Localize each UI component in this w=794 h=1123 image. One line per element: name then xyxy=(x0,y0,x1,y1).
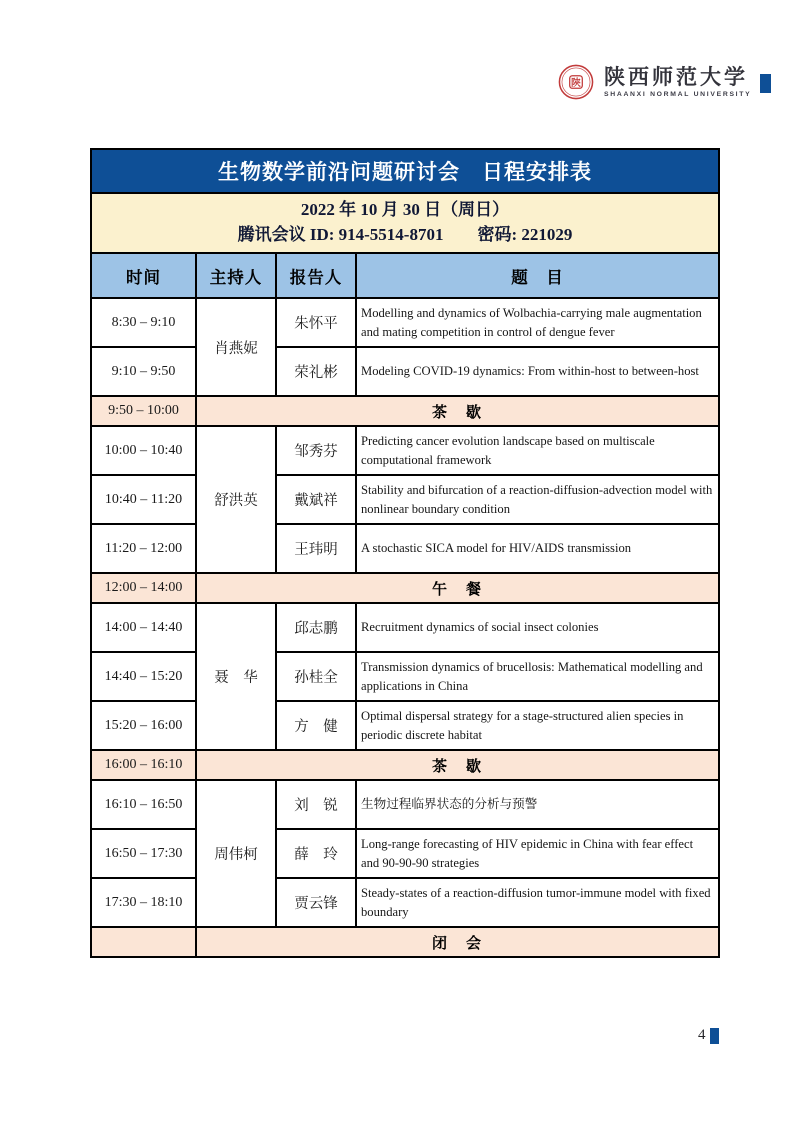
talk-title-cell: Transmission dynamics of brucellosis: Mathematical modelling and applications in China xyxy=(356,652,719,701)
time-cell: 14:40 – 15:20 xyxy=(91,652,196,701)
talk-title-cell: Modelling and dynamics of Wolbachia-carrying male augmentation and mating competition in control of dengue fever xyxy=(356,298,719,347)
break-time-cell: 9:50 – 10:00 xyxy=(91,396,196,426)
break-label-cell: 茶 歇 xyxy=(196,396,719,426)
time-cell: 16:50 – 17:30 xyxy=(91,829,196,878)
time-cell: 9:10 – 9:50 xyxy=(91,347,196,396)
column-header-topic: 题 目 xyxy=(356,253,719,298)
break-row xyxy=(91,927,719,957)
talk-row xyxy=(91,347,719,396)
time-cell: 14:00 – 14:40 xyxy=(91,603,196,652)
host-cell: 舒洪英 xyxy=(196,426,276,573)
host-cell: 周伟柯 xyxy=(196,780,276,927)
speaker-cell: 荣礼彬 xyxy=(276,347,356,396)
break-time-cell: 12:00 – 14:00 xyxy=(91,573,196,603)
university-logo xyxy=(558,64,771,100)
break-label-cell: 茶 歇 xyxy=(196,750,719,780)
footer-accent-square xyxy=(710,1028,719,1044)
university-name-chinese: 陕西师范大学 xyxy=(604,64,748,89)
time-cell: 11:20 – 12:00 xyxy=(91,524,196,573)
talk-row xyxy=(91,524,719,573)
table-title-row xyxy=(91,149,719,193)
time-cell: 15:20 – 16:00 xyxy=(91,701,196,750)
talk-title-cell: Long-range forecasting of HIV epidemic in China with fear effect and 90-90-90 strategies xyxy=(356,829,719,878)
time-cell: 10:00 – 10:40 xyxy=(91,426,196,475)
speaker-cell: 戴斌祥 xyxy=(276,475,356,524)
talk-title-cell: Steady-states of a reaction-diffusion tumor-immune model with fixed boundary xyxy=(356,878,719,927)
page-title: 生物数学前沿问题研讨会 日程安排表 xyxy=(218,160,592,184)
speaker-cell: 薛 玲 xyxy=(276,829,356,878)
speaker-cell: 邱志鹏 xyxy=(276,603,356,652)
speaker-cell: 方 健 xyxy=(276,701,356,750)
talk-row xyxy=(91,829,719,878)
talk-title-cell: Recruitment dynamics of social insect colonies xyxy=(356,603,719,652)
talk-row xyxy=(91,475,719,524)
column-header-time: 时间 xyxy=(91,253,196,298)
column-header-host: 主持人 xyxy=(196,253,276,298)
speaker-cell: 贾云锋 xyxy=(276,878,356,927)
speaker-cell: 朱怀平 xyxy=(276,298,356,347)
talk-row xyxy=(91,878,719,927)
time-cell: 17:30 – 18:10 xyxy=(91,878,196,927)
talk-title-cell: Predicting cancer evolution landscape based on multiscale computational framework xyxy=(356,426,719,475)
break-row xyxy=(91,396,719,426)
talk-title-cell: Optimal dispersal strategy for a stage-structured alien species in periodic discrete habitat xyxy=(356,701,719,750)
meeting-id-password: 腾讯会议 ID: 914-5514-8701 密码: 221029 xyxy=(237,225,573,244)
speaker-cell: 刘 锐 xyxy=(276,780,356,829)
host-cell: 聂 华 xyxy=(196,603,276,750)
time-cell: 10:40 – 11:20 xyxy=(91,475,196,524)
break-label-cell: 午 餐 xyxy=(196,573,719,603)
university-name-english: SHAANXI NORMAL UNIVERSITY xyxy=(604,91,752,99)
time-cell: 8:30 – 9:10 xyxy=(91,298,196,347)
break-label-cell: 闭 会 xyxy=(196,927,719,957)
talk-title-cell: 生物过程临界状态的分析与预警 xyxy=(356,780,719,829)
time-cell: 16:10 – 16:50 xyxy=(91,780,196,829)
host-cell: 肖燕妮 xyxy=(196,298,276,396)
table-date-row xyxy=(91,193,719,253)
talk-row xyxy=(91,298,719,347)
schedule-body xyxy=(91,149,719,957)
university-seal-icon xyxy=(558,64,594,100)
break-row xyxy=(91,750,719,780)
university-name-block xyxy=(604,66,751,98)
talk-row xyxy=(91,780,719,829)
speaker-cell: 邹秀芬 xyxy=(276,426,356,475)
speaker-cell: 孙桂全 xyxy=(276,652,356,701)
talk-row xyxy=(91,426,719,475)
column-header-row xyxy=(91,253,719,298)
event-date: 2022 年 10 月 30 日（周日） xyxy=(300,200,510,220)
header-accent-square xyxy=(760,74,771,93)
page-footer xyxy=(698,1027,719,1044)
empty-time-cell xyxy=(91,927,196,957)
break-row xyxy=(91,573,719,603)
schedule-table xyxy=(90,148,720,958)
talk-title-cell: Modeling COVID-19 dynamics: From within-host to between-host xyxy=(356,347,719,396)
break-time-cell: 16:00 – 16:10 xyxy=(91,750,196,780)
page-number: 4 xyxy=(698,1027,706,1043)
column-header-speaker: 报告人 xyxy=(276,253,356,298)
talk-row xyxy=(91,701,719,750)
talk-row xyxy=(91,603,719,652)
talk-title-cell: A stochastic SICA model for HIV/AIDS transmission xyxy=(356,524,719,573)
seal-character: 陕 xyxy=(571,78,581,90)
talk-title-cell: Stability and bifurcation of a reaction-diffusion-advection model with nonlinear boundary condition xyxy=(356,475,719,524)
talk-row xyxy=(91,652,719,701)
speaker-cell: 王玮明 xyxy=(276,524,356,573)
